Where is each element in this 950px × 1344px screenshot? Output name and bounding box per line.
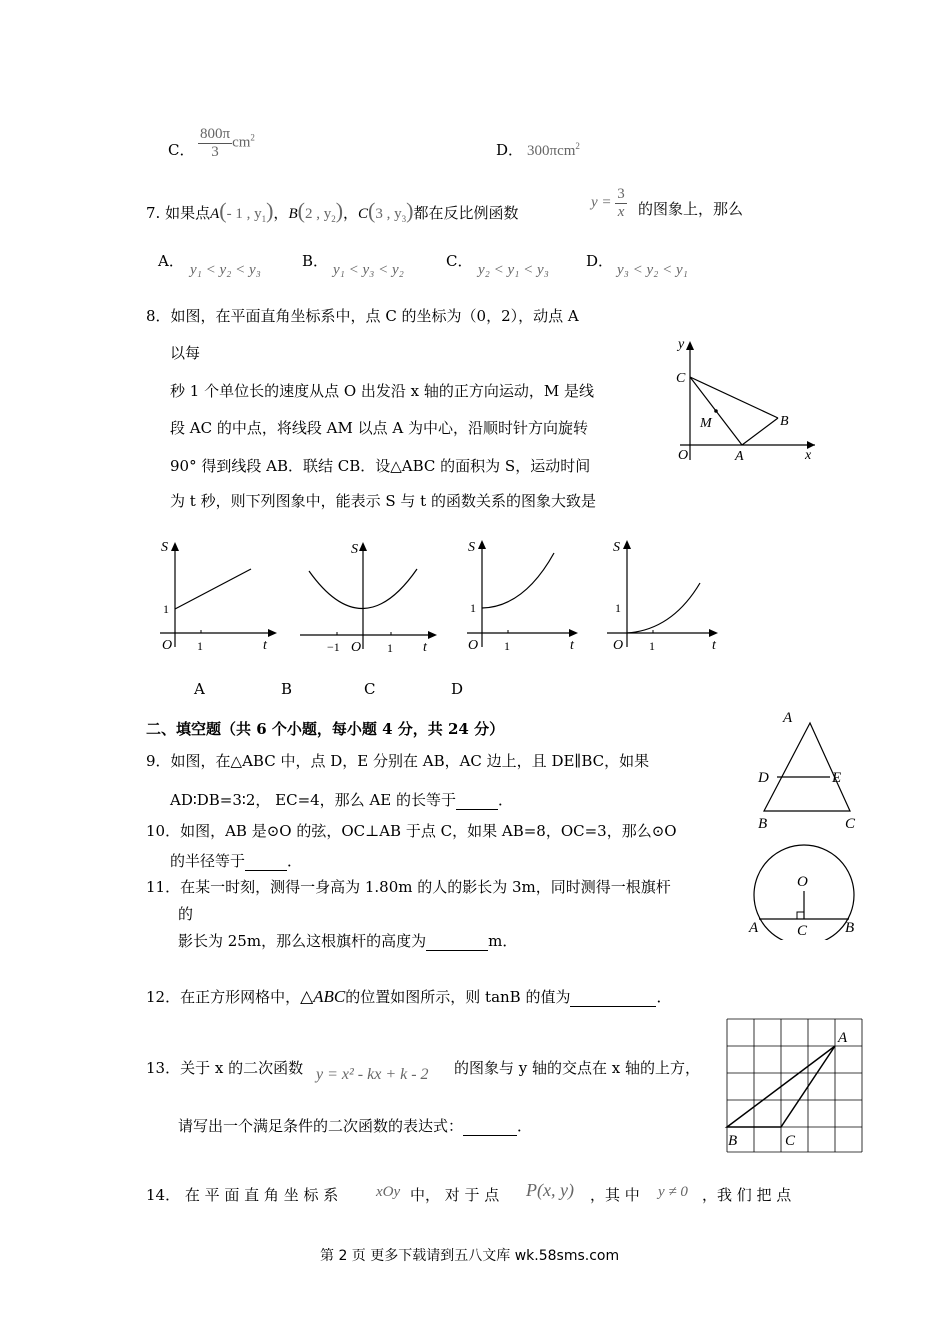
q9-figure [748,705,868,835]
svg-text:S: S [613,540,620,555]
q7-option-b-label: B． [302,252,329,270]
q8-choice-a: A [194,680,205,698]
svg-text:E: E [832,770,842,786]
q7-option-a-expr: y₁ < y₂ < y₃ [190,262,261,278]
label-a: A [735,449,744,464]
q7-function: y = $\frac{3}{x}$ [591,186,625,220]
q7-option-a-label: A． [158,252,184,270]
q7-option-d-expr: y₃ < y₂ < y₁ [617,262,688,278]
svg-text:t: t [570,638,574,653]
q12-grid-figure [722,1018,867,1158]
svg-text:S: S [351,542,358,557]
q8-graph-d [602,535,732,655]
q8-line2: 以每 [170,344,201,362]
q13-prefix: 13．关于 x 的二次函数 [146,1059,304,1077]
q10-line1: 10．如图，AB 是⊙O 的弦，OC⊥AB 于点 C，如果 AB=8，OC=3，那么⊙O [146,822,677,840]
q14-mid2: ，其 中 [590,1186,640,1204]
q13-line2: 请写出一个满足条件的二次函数的表达式： ． [178,1117,533,1135]
q14-xoy: xOy [376,1184,401,1200]
svg-text:1: 1 [504,639,510,653]
q14-prefix: 14． 在 平 面 直 角 坐 标 系 [146,1186,339,1204]
s-arrow-icon [478,540,486,549]
q14-point: P(x, y) [526,1180,574,1200]
svg-text:t: t [263,638,267,653]
q6-option-d-expr: 300πcm$^2$ [527,141,580,159]
label-m: M [700,416,712,431]
q7-stem: 7. 如果点A(- 1 , $y_1$)，B(2 , $y_2$)，C(3 , $y_3$)都在反比例函数 [146,198,519,224]
svg-text:1: 1 [387,641,393,655]
svg-text:t: t [712,638,716,653]
s-arrow-icon [171,542,179,551]
q8-graph-c [462,535,592,655]
q6-option-d-label: D． [496,141,524,159]
y-arrow-icon [686,341,694,350]
svg-text:A: A [783,710,793,726]
q8-choice-b: B [281,680,293,698]
svg-text:B: B [758,816,768,832]
svg-text:A: A [838,1030,848,1046]
page-footer: 第 2 页 更多下载请到五八文库 wk.58sms.com [320,1248,620,1264]
svg-text:D: D [758,770,769,786]
q11-line1: 11．在某一时刻，测得一身高为 1.80m 的人的影长为 3m，同时测得一根旗杆 [146,878,671,896]
svg-text:1: 1 [470,601,476,615]
graph-d-curve [627,583,700,633]
right-angle-mark [797,912,804,919]
q11-line2: 的 [178,905,194,923]
q13-answer-blank[interactable] [463,1117,517,1136]
q8-line3: 秒 1 个单位长的速度从点 O 出发沿 x 轴的正方向运动，M 是线 [170,382,595,400]
q9-line2: AD∶DB=3∶2， EC=4，那么 AE 的长等于 ． [170,791,514,809]
q6-c-denominator: 3 [211,143,219,160]
q7-option-d-label: D． [586,252,614,270]
label-c: C [676,371,686,386]
q6-option-c-expr [198,126,255,160]
section2-title: 二、填空题（共 6 个小题，每小题 4 分，共 24 分） [146,720,505,738]
point-m [714,409,718,413]
svg-text:1: 1 [649,639,655,653]
q6-c-numerator: 800π [200,126,231,142]
q10-line2: 的半径等于 ． [170,852,303,870]
svg-text:C: C [785,1133,796,1149]
svg-text:O: O [162,638,173,653]
t-arrow-icon [268,629,277,637]
q8-graph-a [155,535,285,655]
q6-c-sup: 2 [250,132,255,143]
svg-text:−1: −1 [327,640,340,654]
q8-choice-c: C [364,680,376,698]
svg-text:A: A [749,920,759,936]
t-arrow-icon [428,631,437,639]
svg-text:1: 1 [163,602,169,616]
q8-choice-d: D [451,680,464,698]
svg-text:1: 1 [197,639,203,653]
svg-text:B: B [845,920,855,936]
svg-text:O: O [797,874,808,890]
label-b: B [780,414,789,429]
label-x: x [805,448,812,463]
q10-figure [745,840,865,940]
q12-stem: 12．在正方形网格中，△ABC的位置如图所示，则 tanB 的值为 ． [146,987,672,1006]
q13-suffix: 的图象与 y 轴的交点在 x 轴的上方， [454,1059,701,1077]
segment-cb [690,377,778,418]
svg-text:t: t [423,640,427,655]
graph-c-curve [482,553,554,608]
svg-text:S: S [161,540,168,555]
graph-a-curve [175,569,251,609]
svg-text:O: O [468,638,479,653]
q9-answer-blank[interactable] [456,791,498,810]
svg-text:O: O [351,640,362,655]
label-o: O [678,448,689,463]
q9-line1: 9．如图，在△ABC 中，点 D，E 分别在 AB，AC 边上，且 DE∥BC，如果 [146,752,650,770]
s-arrow-icon [359,542,367,551]
q14-cond: y ≠ 0 [658,1184,688,1200]
q8-line5: 90° 得到线段 AB．联结 CB．设△ABC 的面积为 S，运动时间 [170,457,591,475]
q14-suffix: ，我 们 把 点 [702,1186,792,1204]
q7-suffix: 的图象上，那么 [638,200,744,218]
q13-function: y = x² - kx + k - 2 [316,1066,429,1083]
q7-option-b-expr: y₁ < y₃ < y₂ [333,262,404,278]
q14-mid1: 中， 对 于 点 [410,1186,500,1204]
q7-option-c-label: C． [446,252,473,270]
q12-answer-blank[interactable] [570,988,656,1007]
s-arrow-icon [623,540,631,549]
q8-line1: 8．如图，在平面直角坐标系中，点 C 的坐标为（0，2），动点 A [146,307,579,325]
svg-text:C: C [797,923,808,939]
q8-graph-b [295,535,445,655]
segment-ab [742,418,778,445]
q11-answer-blank[interactable] [426,932,488,951]
svg-text:S: S [468,540,475,555]
svg-text:O: O [613,638,624,653]
q11-line3: 影长为 25m，那么这根旗杆的高度为 m． [178,932,518,950]
q6-option-c-label: C． [168,141,195,159]
t-arrow-icon [709,629,718,637]
svg-text:B: B [728,1133,738,1149]
q8-line4: 段 AC 的中点，将线段 AM 以点 A 为中心，沿顺时针方向旋转 [170,419,588,437]
q8-figure [670,335,830,465]
svg-text:1: 1 [615,601,621,615]
q7-option-c-expr: y₂ < y₁ < y₃ [478,262,549,278]
triangle-abc [764,723,850,811]
q6-c-unit: cm [232,134,251,151]
q8-line6: 为 t 秒，则下列图象中，能表示 S 与 t 的函数关系的图象大致是 [170,492,596,510]
label-y: y [678,337,685,352]
q10-answer-blank[interactable] [245,852,287,871]
t-arrow-icon [569,629,578,637]
svg-text:C: C [845,816,856,832]
